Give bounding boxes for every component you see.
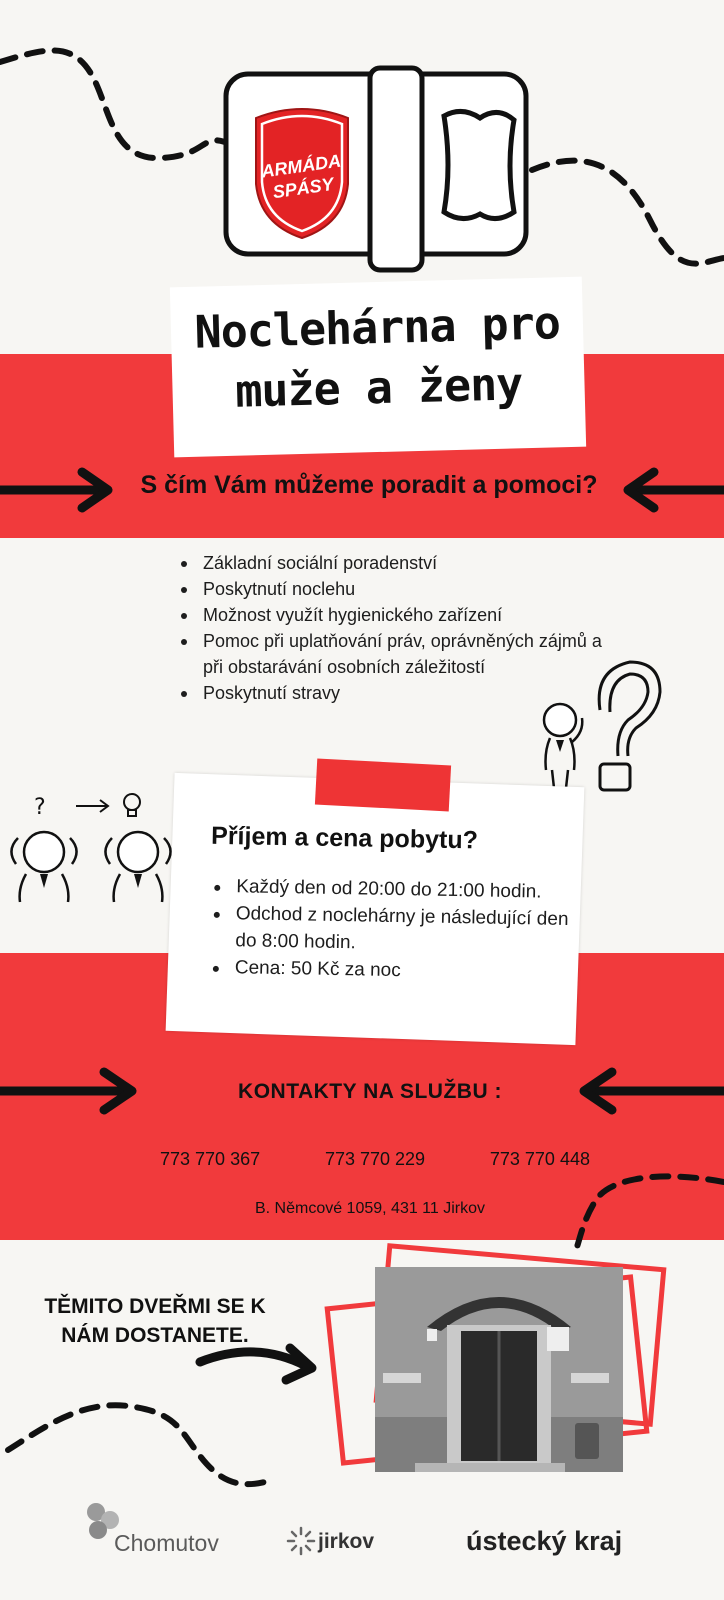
list-item: Poskytnutí noclehu xyxy=(177,576,617,602)
list-item: Základní sociální poradenství xyxy=(177,550,617,576)
shelter-bed-icon xyxy=(222,66,530,276)
title-line1: Noclehárna pro xyxy=(193,296,561,359)
list-item: Poskytnutí stravy xyxy=(177,680,617,706)
list-item: Každý den od 20:00 do 21:00 hodin. xyxy=(210,873,580,906)
logo-line1: ARMÁDA xyxy=(260,150,343,182)
thinking-person-icon xyxy=(536,652,666,792)
admission-content xyxy=(209,822,582,987)
svg-text:?: ? xyxy=(34,795,46,820)
arrow-right-icon xyxy=(0,1068,140,1114)
tape-decoration xyxy=(315,759,451,812)
title-line2: muže a ženy xyxy=(234,357,523,418)
jirkov-logo-icon xyxy=(286,1526,316,1556)
contacts-heading: KONTAKTY NA SLUŽBU : xyxy=(238,1080,502,1103)
services-heading: S čím Vám můžeme poradit a pomoci? xyxy=(140,471,598,499)
address: B. Němcové 1059, 431 11 Jirkov xyxy=(254,1200,486,1217)
chomutov-logo-text: Chomutov xyxy=(114,1530,219,1556)
phone-number[interactable]: 773 770 229 xyxy=(324,1149,426,1169)
list-item: Cena: 50 Kč za noc xyxy=(209,954,579,987)
curved-arrow-icon xyxy=(196,1340,326,1390)
logo-line2: SPÁSY xyxy=(271,173,335,203)
list-item: Odchod z noclehárny je následující den do 8:00 hodin. xyxy=(209,900,580,960)
arrow-left-icon xyxy=(576,1068,724,1114)
kraj-logo-text: ústecký kraj xyxy=(466,1526,623,1556)
phone-number[interactable]: 773 770 367 xyxy=(160,1149,261,1169)
admission-heading: Příjem a cena pobytu? xyxy=(210,821,479,855)
jirkov-logo-text: jirkov xyxy=(318,1530,375,1553)
phone-number[interactable]: 773 770 448 xyxy=(489,1149,590,1169)
page-title xyxy=(170,293,585,424)
idea-people-icon xyxy=(4,788,180,904)
list-item: Možnost využít hygienického zařízení xyxy=(177,602,617,628)
entrance-door-photo xyxy=(375,1267,623,1472)
admission-list xyxy=(209,873,581,987)
arrow-right-icon xyxy=(0,468,120,512)
arrow-left-icon xyxy=(622,468,724,512)
door-caption: TĚMITO DVEŘMI SE K NÁM DOSTANETE. xyxy=(44,1295,266,1347)
list-item: Pomoc při uplatňování práv, oprávněných zájmů a při obstarávání osobních záležitostí xyxy=(177,628,617,680)
